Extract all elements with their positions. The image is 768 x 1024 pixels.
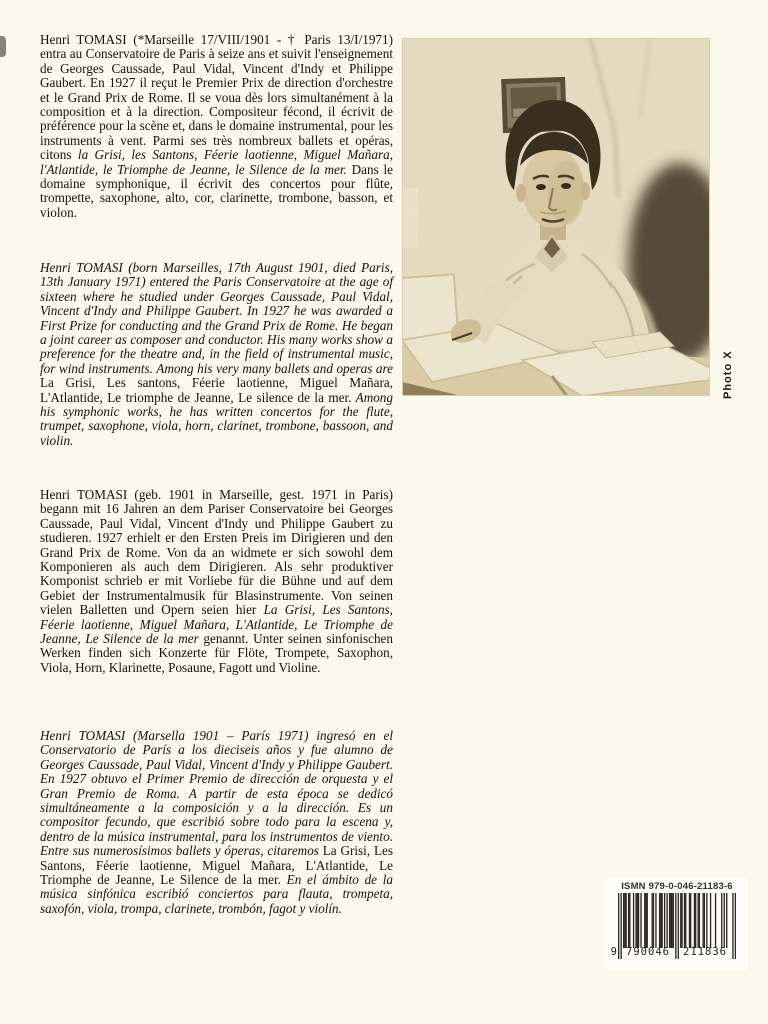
barcode-digits-left: 790046 [626, 946, 670, 958]
bio-text-segment: La Grisi, Les Santons, Féerie laotienne, Miguel Mañara, L'Atlantide, Le Triomphe de Jeanne, Le Silence de la mer [40, 602, 393, 647]
bio-text-segment: genannt. Unter seinen sinfonischen Werken finden sich Konzerte für Flöte, Trompete, Saxophon, Viola, Horn, Klarinette, Posaune, Fagott und Violine. [40, 631, 393, 675]
bio-paragraph-german [40, 488, 393, 675]
bio-text-segment: En el ámbito de la música sinfónica escribió conciertos para flauta, trompeta, saxofón, viola, trompa, clarinete, trombón, fagot y violín. [40, 872, 393, 916]
page-edge-mark [0, 36, 6, 57]
portrait-photo-illustration [402, 38, 710, 396]
photo-credit: Photo X [722, 350, 734, 399]
bio-paragraph-french [40, 33, 393, 220]
barcode-digits-right: 211836 [683, 946, 727, 958]
bio-text-segment: La Grisi, Les Santons, Féerie laotienne, Miguel Mañara, L'Atlantide, Le Triomphe de Jeanne, Le Silence de la mer. [40, 843, 393, 888]
bio-text-segment: Henri TOMASI (born Marseilles, 17th August 1901, died Paris, 13th January 1971) entered the Paris Conservatoire at the age of sixteen where he studied under Georges Caussade, Paul Vidal, Vincent d'Indy and Philippe Gaubert. In 1927 he was awarded a First Prize for conducting and the Grand Prix de Rome. He began a joint career as composer and conductor. His many works show a preference for the theatre and, in the field of instrumental music, for wind instruments. Among his very many ballets and operas are [40, 260, 393, 376]
bio-text-segment: Henri TOMASI (*Marseille 17/VIII/1901 - † Paris 13/I/1971) entra au Conservatoire de Paris à seize ans et suivit l'enseignement de Georges Caussade, Paul Vidal, Vincent d'Indy et Philippe Gaubert. En 1927 il reçut le Premier Prix de direction d'orchestre et le Grand Prix de Rome. Il se voua dès lors simultanément à la composition et à la direction. Compositeur fécond, il écrivit de préférence pour la scène et, dans le domaine instrumental, pour les instruments à vent. Parmi ses très nombreux ballets et opéras, citons [40, 32, 393, 163]
ismn-label: ISMN 979-0-046-21183-6 [621, 881, 733, 892]
bio-text-segment: Henri TOMASI (geb. 1901 in Marseille, gest. 1971 in Paris) begann mit 16 Jahren an dem Pariser Conservatoire bei Georges Caussade, Paul Vidal, Vincent d'Indy und Philippe Gaubert zu studieren. 1927 erhielt er den Ersten Preis im Dirigieren und den Grand Prix de Rome. Von da an widmete er sich sowohl dem Komponieren als auch dem Dirigieren. Als sehr produktiver Komponist schrieb er mit Vorliebe für die Bühne und auf dem Gebiet der Instrumentalmusik für Blasinstrumente. Von seinen vielen Balletten und Opern seien hier [40, 487, 393, 618]
bio-text-segment: la Grisi, les Santons, Féerie laotienne, Miguel Mañara, l'Atlantide, le Triomphe de Jeanne, le Silence de la mer. [40, 147, 393, 177]
barcode-digits [610, 946, 736, 959]
bio-paragraph-spanish [40, 729, 393, 916]
barcode-block [606, 878, 748, 970]
bio-text-segment: La Grisi, Les santons, Féerie laotienne, Miguel Mañara, L'Atlantide, Le triomphe de Jeanne, Le silence de la mer. [40, 375, 393, 405]
bio-text-segment: Dans le domaine symphonique, il écrivit des concertos pour flûte, trompette, saxophone, alto, cor, clarinette, trombone, basson, et violon. [40, 161, 393, 220]
bio-paragraph-english [40, 261, 393, 448]
bio-text-segment: Among his symphonic works, he has written concertos for the flute, trumpet, saxophone, viola, horn, clarinet, trombone, bassoon, and violin. [40, 389, 393, 448]
barcode-digit-lead: 9 [610, 946, 617, 958]
composer-photo [402, 38, 710, 396]
bio-text-segment: Henri TOMASI (Marsella 1901 – París 1971) ingresó en el Conservatorio de París a los dieciseis años y fue alumno de Georges Caussade, Paul Vidal, Vincent d'Indy y Philippe Gaubert. En 1927 obtuvo el Primer Premio de dirección de orquesta y el Gran Premio de Roma. A partir de esta época se dedicó simultáneamente a la composición y a la dirección. Es un compositor fecundo, que escribió sobre todo para la escena y, dentro de la música instrumental, para los instrumentos de viento. Entre sus numerosísimos ballets y óperas, citaremos [40, 728, 393, 859]
